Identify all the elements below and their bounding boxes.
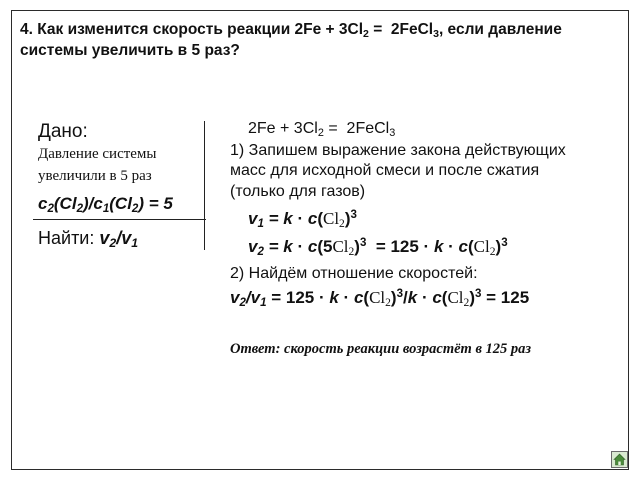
rate-expression-v2: $v_2 = k \cdot c(5Cl_2)^3 = 125 \cdot k \cdot c(Cl_2)^3$ xyxy=(248,237,508,258)
find-statement: Найти: $v_2/v_1$ xyxy=(38,228,139,250)
problem-title xyxy=(20,19,580,61)
rate-expression-v1: $v_1 = k \cdot c(Cl_2)^3$ xyxy=(248,209,357,230)
given-text-line-2: увеличили в 5 раз xyxy=(38,168,152,184)
horizontal-divider xyxy=(33,219,206,220)
vertical-divider xyxy=(204,121,205,250)
step2-text: 2) Найдём отношение скоростей: xyxy=(230,265,478,282)
title-line-1: 4. Как изменится скорость реакции $2Fe + 3Cl_2$ = 2FeCl$_3$, если давление xyxy=(20,21,562,40)
step1-line-3: (только для газов) xyxy=(230,183,366,200)
rate-ratio-result: $v_2/v_1 = 125 \cdot k \cdot c(Cl_2)^3/k \cdot c(Cl_2)^3 = 125$ xyxy=(230,288,530,309)
answer-text: Ответ: скорость реакции возрастёт в 125 раз xyxy=(230,341,532,357)
title-line-2: системы увеличить в 5 раз? xyxy=(20,42,240,59)
home-icon-graphic xyxy=(612,452,627,467)
given-text-line-1: Давление системы xyxy=(38,146,157,162)
step1-line-2: масс для исходной смеси и после сжатия xyxy=(230,162,540,179)
step1-line-1: 1) Запишем выражение закона действующих xyxy=(230,142,566,159)
home-icon[interactable] xyxy=(611,451,628,468)
given-concentration-ratio: $c_2(Cl_2)/c_1(Cl_2) = 5$ xyxy=(38,194,173,215)
reaction-equation: $2Fe + 3Cl_2$ = 2FeCl$_3$ xyxy=(248,120,396,139)
given-heading: Дано: xyxy=(38,121,88,142)
